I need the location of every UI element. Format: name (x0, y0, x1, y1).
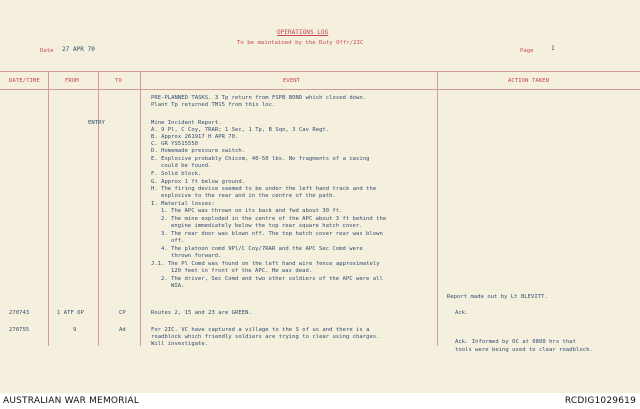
event-line: H. The firing device seemed to be under the left hand track and the (151, 186, 377, 192)
page-label: Page (520, 48, 534, 54)
entry-label: ENTRY (88, 120, 105, 126)
col-header-datetime: DATE/TIME (9, 78, 40, 84)
event-line: 1. The APC was thrown on its back and fwd about 30 ft. (161, 208, 343, 214)
event-line: Mine Incident Report. (151, 120, 222, 126)
event-line: engine immediately below the top rear square hatch cover. (171, 223, 363, 229)
event-line: C. GR YS515550 (151, 141, 199, 147)
col-header-to: TO (115, 78, 122, 84)
col-divider-1 (48, 71, 49, 346)
event-line: D. Homemade pressure switch. (151, 148, 246, 154)
event-line: PRE-PLANNED TASKS. 3 Tp return from FSPB BOND which closed down. (151, 95, 367, 101)
col-divider-4 (437, 71, 438, 346)
event-line: A. 9 Pl, C Coy, 7RAR; 1 Sec, 1 Tp, B Sqn, 3 Cav Regt. (151, 127, 330, 133)
caption-id: RCDIG1029619 (564, 396, 636, 406)
date-label: Date (40, 48, 54, 54)
action-line: Report made out by Lt BLEVITT. (447, 294, 548, 300)
event-line: 3. The rear door was blown off. The top hatch cover rear was blown (161, 231, 383, 237)
event-line: For 2IC. VC have captured a village to the S of us and there is a (151, 327, 370, 333)
event-line: E. Explosive probably Chicom, 40-50 lbs. No fragments of a casing (151, 156, 370, 162)
event-line: Plant Tp returned TM15 from this loc. (151, 102, 276, 108)
event-line: B. Approx 261917 H APR 70. (151, 134, 239, 140)
row-from: 9 (73, 327, 77, 333)
event-line: 2. The mine exploded in the centre of the APC about 3 ft behind the (161, 216, 387, 222)
col-divider-3 (140, 71, 141, 346)
event-line: 120 feet in front of the APC. He was dead. (171, 268, 313, 274)
row-datetime: 270743 (9, 310, 30, 316)
col-header-action: ACTION TAKEN (508, 78, 550, 84)
caption-source: AUSTRALIAN WAR MEMORIAL (3, 396, 140, 406)
action-line: tools were being used to clear roadblock. (455, 347, 593, 353)
event-line: Will investigate. (151, 341, 209, 347)
event-line: Routes 2, 15 and 23 are GREEN. (151, 310, 252, 316)
date-value: 27 APR 70 (62, 46, 95, 53)
event-line: thrown forward. (171, 253, 222, 259)
row-to: CP (119, 310, 126, 316)
col-divider-2 (98, 71, 99, 346)
row-datetime: 270755 (9, 327, 30, 333)
header-rule-bottom (0, 89, 640, 90)
col-header-event: EVENT (283, 78, 301, 84)
log-title: OPERATIONS LOG (277, 29, 329, 36)
event-line: 4. The platoon comd 9Pl/C Coy/7RAR and the APC Sec Comd were (161, 246, 363, 252)
row-from: 1 ATF OP (57, 310, 84, 316)
page-value: 1 (551, 45, 555, 52)
header-rule-top (0, 71, 640, 72)
event-line: roadblock which friendly soldiers are trying to clear using charges. (151, 334, 380, 340)
event-line: I. Material losses: (151, 201, 215, 207)
event-line: WIA. (171, 283, 185, 289)
event-line: J.1. The Pl Comd was found on the left hand wire fence approximately (151, 261, 380, 267)
log-subtitle: To be maintained by the Duty Offr/2IC (237, 40, 364, 46)
col-header-from: FROM (65, 78, 79, 84)
row-to: Ad (119, 327, 126, 333)
event-line: 2. The driver, Sec Comd and two other soldiers of the APC were all (161, 276, 383, 282)
event-line: explosive to the rear and in the centre of the path. (161, 193, 336, 199)
action-line: Ack. (455, 310, 469, 316)
event-line: could be found. (161, 163, 212, 169)
action-line: Ack. Informed by OC at 0800 hrs that (455, 339, 577, 345)
event-line: F. Solid block. (151, 171, 202, 177)
archive-caption (0, 393, 640, 409)
event-line: G. Approx 1 ft below ground. (151, 179, 246, 185)
event-line: off. (171, 238, 185, 244)
